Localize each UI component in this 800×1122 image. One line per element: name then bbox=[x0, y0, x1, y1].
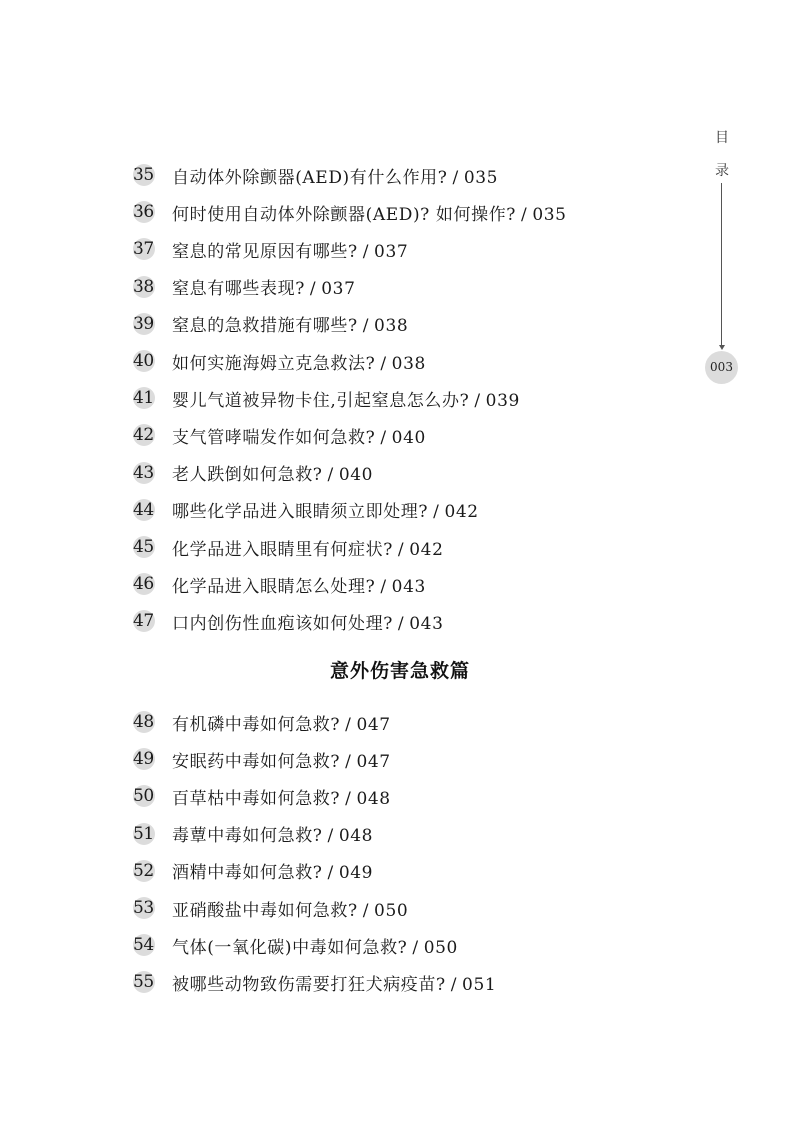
entry-page-number: 043 bbox=[409, 613, 444, 634]
entry-separator: / bbox=[327, 826, 334, 847]
entry-page-number: 048 bbox=[338, 826, 374, 847]
entry-page-number: 042 bbox=[444, 502, 479, 523]
entry-number-badge: 47 bbox=[133, 611, 154, 632]
side-label-mu: 目 bbox=[715, 130, 729, 146]
entry-page-number: 038 bbox=[374, 316, 409, 337]
toc-entry[interactable] bbox=[133, 237, 408, 261]
entry-title: 气体(一氧化碳)中毒如何急救? bbox=[172, 937, 408, 958]
entry-page-number: 039 bbox=[485, 390, 520, 411]
entry-text bbox=[172, 858, 373, 883]
entry-text bbox=[172, 784, 391, 809]
entry-text bbox=[172, 349, 426, 374]
entry-page-number: 048 bbox=[356, 788, 391, 809]
toc-entry[interactable] bbox=[133, 535, 444, 559]
entry-number-badge: 55 bbox=[133, 972, 154, 993]
entry-page-number: 037 bbox=[321, 279, 356, 300]
toc-entry[interactable] bbox=[133, 312, 408, 336]
toc-entry[interactable] bbox=[133, 822, 373, 846]
toc-entry[interactable] bbox=[133, 386, 520, 410]
entry-title: 毒蕈中毒如何急救? bbox=[172, 826, 323, 847]
entry-page-number: 050 bbox=[423, 937, 458, 958]
entry-text bbox=[172, 460, 373, 485]
toc-entry[interactable] bbox=[133, 609, 444, 633]
entry-separator: / bbox=[327, 465, 334, 486]
entry-title: 婴儿气道被异物卡住,引起窒息怎么办? bbox=[172, 390, 470, 411]
entry-title: 有机磷中毒如何急救? bbox=[172, 714, 341, 735]
entry-separator: / bbox=[412, 937, 419, 958]
entry-title: 口内创伤性血疱该如何处理? bbox=[172, 613, 393, 634]
entry-text bbox=[172, 609, 444, 634]
section-title: 意外伤害急救篇 bbox=[329, 660, 470, 682]
entry-number-badge: 41 bbox=[133, 388, 154, 409]
entry-text bbox=[172, 423, 426, 448]
toc-entry[interactable] bbox=[133, 933, 458, 957]
entry-page-number: 043 bbox=[391, 576, 426, 597]
entry-page-number: 037 bbox=[374, 241, 409, 262]
entry-number-badge: 49 bbox=[133, 749, 154, 770]
toc-entry[interactable] bbox=[133, 710, 391, 734]
side-label-lu: 录 bbox=[715, 163, 729, 179]
entry-separator: / bbox=[362, 316, 370, 337]
entry-title: 窒息有哪些表现? bbox=[172, 279, 305, 300]
entry-text bbox=[172, 535, 444, 560]
entry-title: 支气管哮喘发作如何急救? bbox=[172, 427, 376, 448]
entry-separator: / bbox=[345, 788, 352, 809]
entry-separator: / bbox=[452, 167, 459, 188]
entry-separator: / bbox=[397, 613, 405, 634]
entry-number-badge: 42 bbox=[133, 425, 154, 446]
entry-page-number: 042 bbox=[409, 539, 444, 560]
entry-page-number: 051 bbox=[462, 974, 497, 995]
entry-page-number: 047 bbox=[356, 714, 391, 735]
entry-title: 窒息的常见原因有哪些? bbox=[172, 241, 358, 262]
toc-entry[interactable] bbox=[133, 461, 373, 485]
toc-entry[interactable] bbox=[133, 747, 391, 771]
entry-number-badge: 44 bbox=[133, 499, 154, 520]
entry-text bbox=[172, 572, 426, 597]
toc-entry[interactable] bbox=[133, 275, 356, 299]
entry-number-badge: 48 bbox=[133, 712, 154, 732]
entry-text bbox=[172, 821, 373, 846]
entry-separator: / bbox=[345, 714, 352, 735]
side-divider-line bbox=[721, 183, 722, 348]
entry-separator: / bbox=[433, 502, 440, 523]
entry-text bbox=[172, 933, 458, 958]
page-number-badge: 003 bbox=[705, 351, 738, 384]
entry-separator: / bbox=[474, 390, 481, 411]
toc-entry[interactable] bbox=[133, 572, 426, 596]
entry-separator: / bbox=[397, 539, 405, 560]
entry-text bbox=[172, 970, 496, 995]
entry-number-badge: 53 bbox=[133, 898, 154, 918]
entry-text bbox=[172, 896, 408, 921]
entry-text bbox=[172, 497, 479, 522]
entry-number-badge: 40 bbox=[133, 351, 154, 371]
entry-title: 被哪些动物致伤需要打狂犬病疫苗? bbox=[172, 974, 446, 995]
entry-text bbox=[172, 237, 408, 262]
toc-entry[interactable] bbox=[133, 970, 496, 994]
entry-separator: / bbox=[521, 204, 528, 225]
entry-number-badge: 35 bbox=[133, 165, 154, 185]
entry-page-number: 035 bbox=[463, 167, 499, 188]
entry-separator: / bbox=[345, 751, 352, 772]
entry-title: 何时使用自动体外除颤器(AED)? 如何操作? bbox=[172, 204, 517, 225]
entry-number-badge: 50 bbox=[133, 786, 154, 807]
entry-page-number: 047 bbox=[356, 751, 391, 772]
entry-text bbox=[172, 200, 567, 225]
entry-title: 化学品进入眼睛怎么处理? bbox=[172, 576, 376, 597]
entry-text bbox=[172, 311, 408, 336]
entry-title: 哪些化学品进入眼睛须立即处理? bbox=[172, 502, 429, 523]
toc-entry[interactable] bbox=[133, 859, 373, 883]
entry-separator: / bbox=[362, 900, 370, 921]
entry-text bbox=[172, 386, 520, 411]
entry-separator: / bbox=[380, 427, 387, 448]
toc-entry[interactable] bbox=[133, 896, 408, 920]
entry-page-number: 035 bbox=[532, 204, 567, 225]
entry-title: 百草枯中毒如何急救? bbox=[172, 788, 341, 809]
entry-number-badge: 39 bbox=[133, 313, 154, 334]
entry-title: 酒精中毒如何急救? bbox=[172, 863, 323, 884]
entry-number-badge: 43 bbox=[133, 462, 154, 483]
entry-separator: / bbox=[450, 974, 458, 995]
entry-number-badge: 52 bbox=[133, 860, 154, 881]
toc-entry[interactable] bbox=[133, 200, 567, 224]
entry-title: 自动体外除颤器(AED)有什么作用? bbox=[172, 167, 448, 188]
entry-title: 如何实施海姆立克急救法? bbox=[172, 353, 376, 374]
entry-text bbox=[172, 274, 356, 299]
toc-entry[interactable] bbox=[133, 163, 498, 187]
entry-title: 窒息的急救措施有哪些? bbox=[172, 316, 358, 337]
entry-title: 亚硝酸盐中毒如何急救? bbox=[172, 900, 358, 921]
toc-entry[interactable] bbox=[133, 349, 426, 373]
entry-page-number: 040 bbox=[338, 465, 374, 486]
side-arrow-icon bbox=[719, 345, 725, 350]
entry-page-number: 050 bbox=[374, 900, 409, 921]
toc-entry[interactable] bbox=[133, 498, 479, 522]
entry-number-badge: 38 bbox=[133, 276, 154, 297]
entry-number-badge: 37 bbox=[133, 239, 154, 260]
entry-separator: / bbox=[309, 279, 317, 300]
entry-number-badge: 51 bbox=[133, 823, 154, 844]
entry-separator: / bbox=[327, 863, 334, 884]
entry-number-badge: 54 bbox=[133, 935, 154, 956]
entry-page-number: 038 bbox=[391, 353, 426, 374]
toc-entry[interactable] bbox=[133, 423, 426, 447]
entry-text bbox=[172, 163, 498, 188]
entry-page-number: 040 bbox=[391, 427, 426, 448]
entry-separator: / bbox=[380, 576, 387, 597]
entry-number-badge: 46 bbox=[133, 574, 154, 595]
toc-entry[interactable] bbox=[133, 784, 391, 808]
entry-number-badge: 45 bbox=[133, 537, 154, 557]
entry-title: 老人跌倒如何急救? bbox=[172, 465, 323, 486]
entry-text bbox=[172, 747, 391, 772]
entry-title: 安眠药中毒如何急救? bbox=[172, 751, 341, 772]
entry-page-number: 049 bbox=[338, 863, 374, 884]
entry-text bbox=[172, 710, 391, 735]
entry-title: 化学品进入眼睛里有何症状? bbox=[172, 539, 393, 560]
entry-separator: / bbox=[380, 353, 387, 374]
entry-number-badge: 36 bbox=[133, 202, 154, 223]
entry-separator: / bbox=[362, 241, 370, 262]
